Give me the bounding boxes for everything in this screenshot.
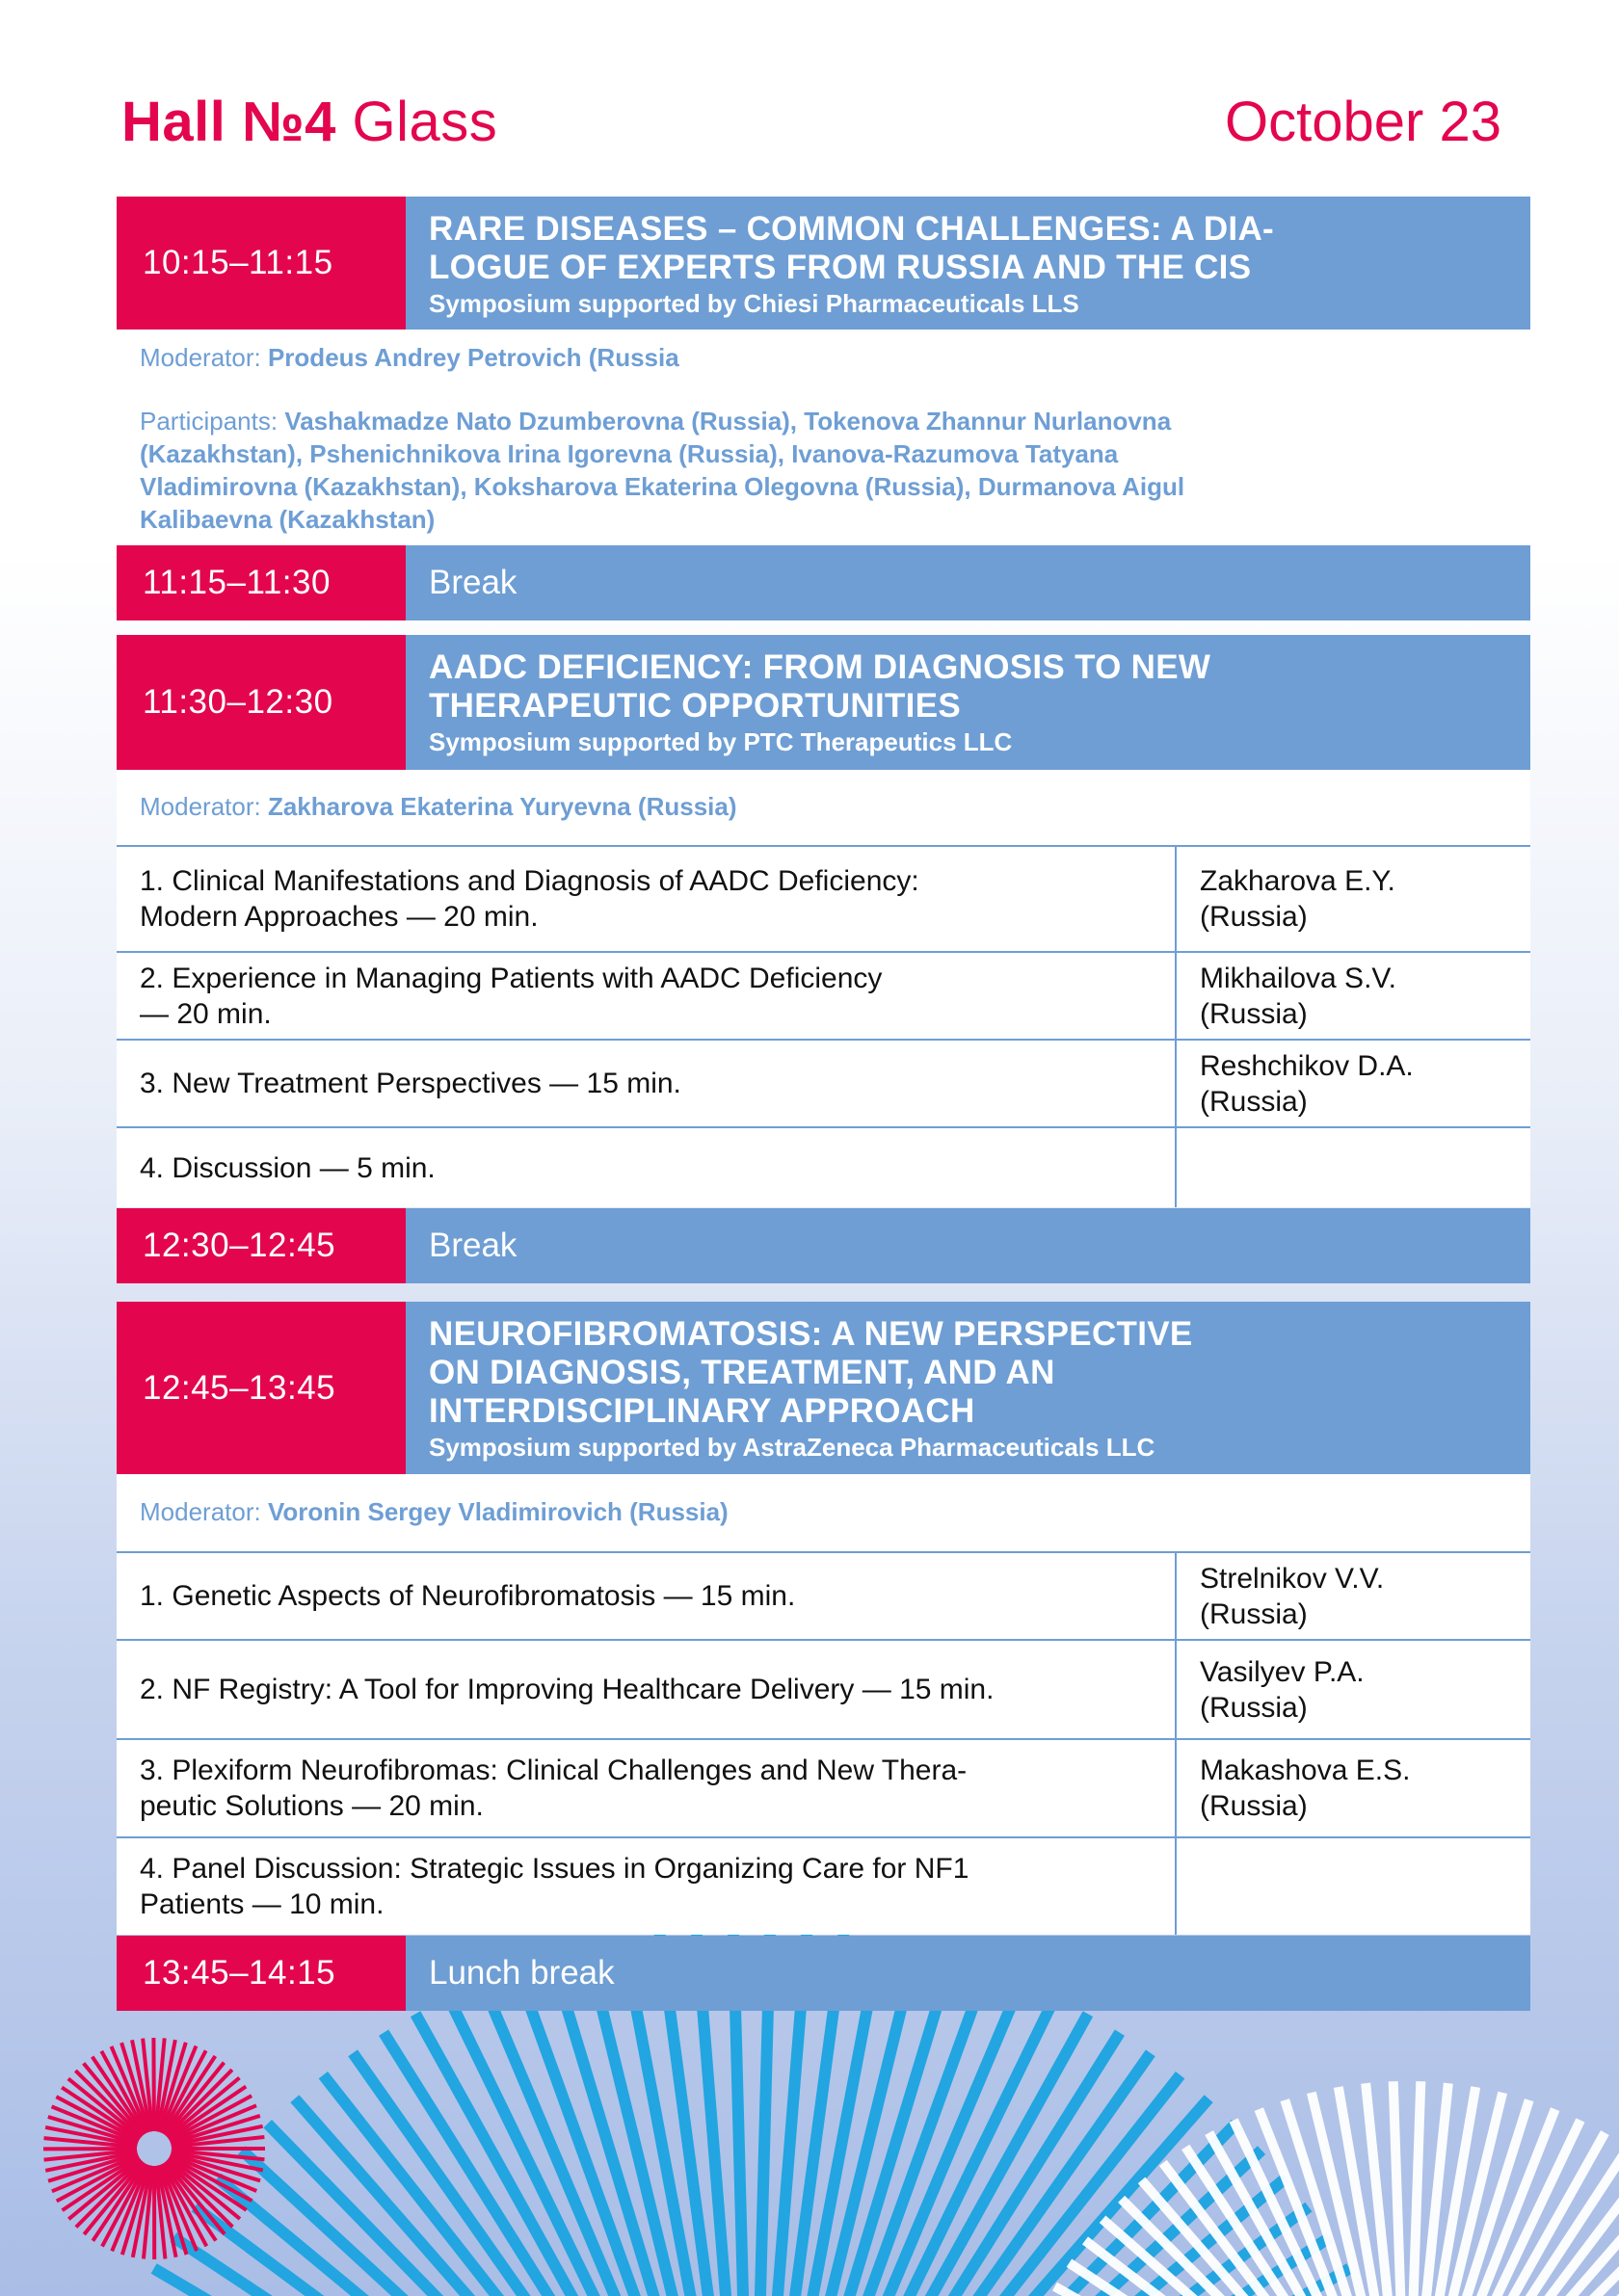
talk-topic: 1. Genetic Aspects of Neurofibromatosis — 15 min. (117, 1553, 1177, 1639)
session-title-line: ON DIAGNOSIS, TREATMENT, AND AN (429, 1354, 1055, 1391)
session-title-panel (406, 197, 1530, 330)
moderator-line: Moderator: Zakharova Ekaterina Yuryevna (Russia) (140, 792, 737, 821)
session-title-panel (406, 635, 1530, 770)
session-moderator (117, 1474, 1530, 1551)
talk-speaker: Makashova E.S. (Russia) (1200, 1755, 1411, 1822)
page-header (121, 89, 1501, 156)
moderator-name: Voronin Sergey Vladimirovich (Russia) (267, 1497, 729, 1526)
session-moderator (117, 770, 1530, 845)
talks-table (117, 845, 1530, 1207)
session-time: 11:30–12:30 (117, 635, 406, 770)
session-title-panel (406, 1302, 1530, 1474)
talk-speaker (1177, 1128, 1530, 1207)
break-label: Break (406, 1208, 1530, 1283)
session-header (117, 635, 1530, 770)
table-row (117, 1641, 1530, 1740)
table-row (117, 1838, 1530, 1935)
talk-topic: 4. Discussion — 5 min. (117, 1128, 1177, 1207)
talk-topic: 3. New Treatment Perspectives — 15 min. (117, 1041, 1177, 1126)
session-time: 10:15–11:15 (117, 197, 406, 330)
talks-table (117, 1551, 1530, 1935)
moderator-name: Zakharova Ekaterina Yuryevna (Russia) (267, 792, 737, 821)
talk-speaker: Strelnikov V.V. (Russia) (1200, 1562, 1385, 1630)
decorative-ray (1393, 2081, 1403, 2296)
talk-speaker (1177, 1838, 1530, 1935)
pink-ray-burst (43, 2038, 265, 2259)
session-title-line: NEUROFIBROMATOSIS: A NEW PERSPECTIVE (429, 1315, 1193, 1353)
event-date: October 23 (1225, 91, 1501, 153)
table-row (117, 1553, 1530, 1641)
session-title-line: RARE DISEASES – COMMON CHALLENGES: A DIA- (429, 210, 1274, 248)
participants-block: Participants: Vashakmadze Nato Dzumberovna (Russia), Tokenova Zhannur Nurlanovna (Kazakhstan), Pshenichnikova Irina Igorevna (Russia), Ivanova-Razumova Tatyana Vladimirovna (Kazakhstan), Koksharova Ekaterina Olegovna (Russia), Durmanova Aigul Kalibaevna (Kazakhstan) (140, 407, 1185, 534)
session-title-line: AADC DEFICIENCY: FROM DIAGNOSIS TO NEW (429, 648, 1211, 686)
talk-topic: 2. Experience in Managing Patients with AADC Deficiency — 20 min. (117, 953, 1177, 1039)
session-sponsor: Symposium supported by PTC Therapeutics LLC (429, 727, 1013, 756)
table-row (117, 1041, 1530, 1128)
session-header (117, 1302, 1530, 1474)
table-row (117, 847, 1530, 953)
moderator-line: Moderator: Prodeus Andrey Petrovich (Russia (140, 343, 679, 372)
moderator-name: Prodeus Andrey Petrovich (Russia (267, 343, 679, 372)
break-time: 12:30–12:45 (117, 1208, 406, 1283)
break-time: 11:15–11:30 (117, 545, 406, 620)
moderator-line: Moderator: Voronin Sergey Vladimirovich (Russia) (140, 1497, 729, 1526)
break-time: 13:45–14:15 (117, 1936, 406, 2011)
break-row (117, 545, 1530, 620)
table-row (117, 1740, 1530, 1838)
talk-speaker: Vasilyev P.A. (Russia) (1200, 1655, 1365, 1724)
talk-topic: 2. NF Registry: A Tool for Improving Healthcare Delivery — 15 min. (117, 1641, 1177, 1738)
break-label: Lunch break (406, 1936, 1530, 2011)
table-row (117, 1128, 1530, 1207)
session-title-line: INTERDISCIPLINARY APPROACH (429, 1392, 975, 1430)
break-row (117, 1208, 1530, 1283)
session-title-line: LOGUE OF EXPERTS FROM RUSSIA AND THE CIS (429, 249, 1252, 286)
talk-topic: 4. Panel Discussion: Strategic Issues in Organizing Care for NF1 Patients — 10 min. (117, 1838, 1177, 1935)
session-title-line: THERAPEUTIC OPPORTUNITIES (429, 687, 961, 725)
talk-speaker: Mikhailova S.V. (Russia) (1200, 962, 1396, 1030)
talk-speaker: Zakharova E.Y. (Russia) (1200, 865, 1395, 933)
decorative-ray (1411, 2081, 1420, 2296)
session-time: 12:45–13:45 (117, 1302, 406, 1474)
break-label: Break (406, 545, 1530, 620)
session-sponsor: Symposium supported by AstraZeneca Pharmaceuticals LLC (429, 1433, 1155, 1462)
session-sponsor: Symposium supported by Chiesi Pharmaceuticals LLS (429, 289, 1079, 318)
session-header (117, 197, 1530, 330)
break-row (117, 1936, 1530, 2011)
hall-title: Hall №4 Glass (121, 91, 498, 153)
session-people (117, 330, 1530, 543)
table-row (117, 953, 1530, 1041)
talk-topic: 3. Plexiform Neurofibromas: Clinical Challenges and New Thera- peutic Solutions — 20 min. (117, 1740, 1177, 1836)
talk-speaker: Reshchikov D.A. (Russia) (1200, 1049, 1414, 1118)
talk-topic: 1. Clinical Manifestations and Diagnosis of AADC Deficiency: Modern Approaches — 20 min. (117, 847, 1177, 951)
